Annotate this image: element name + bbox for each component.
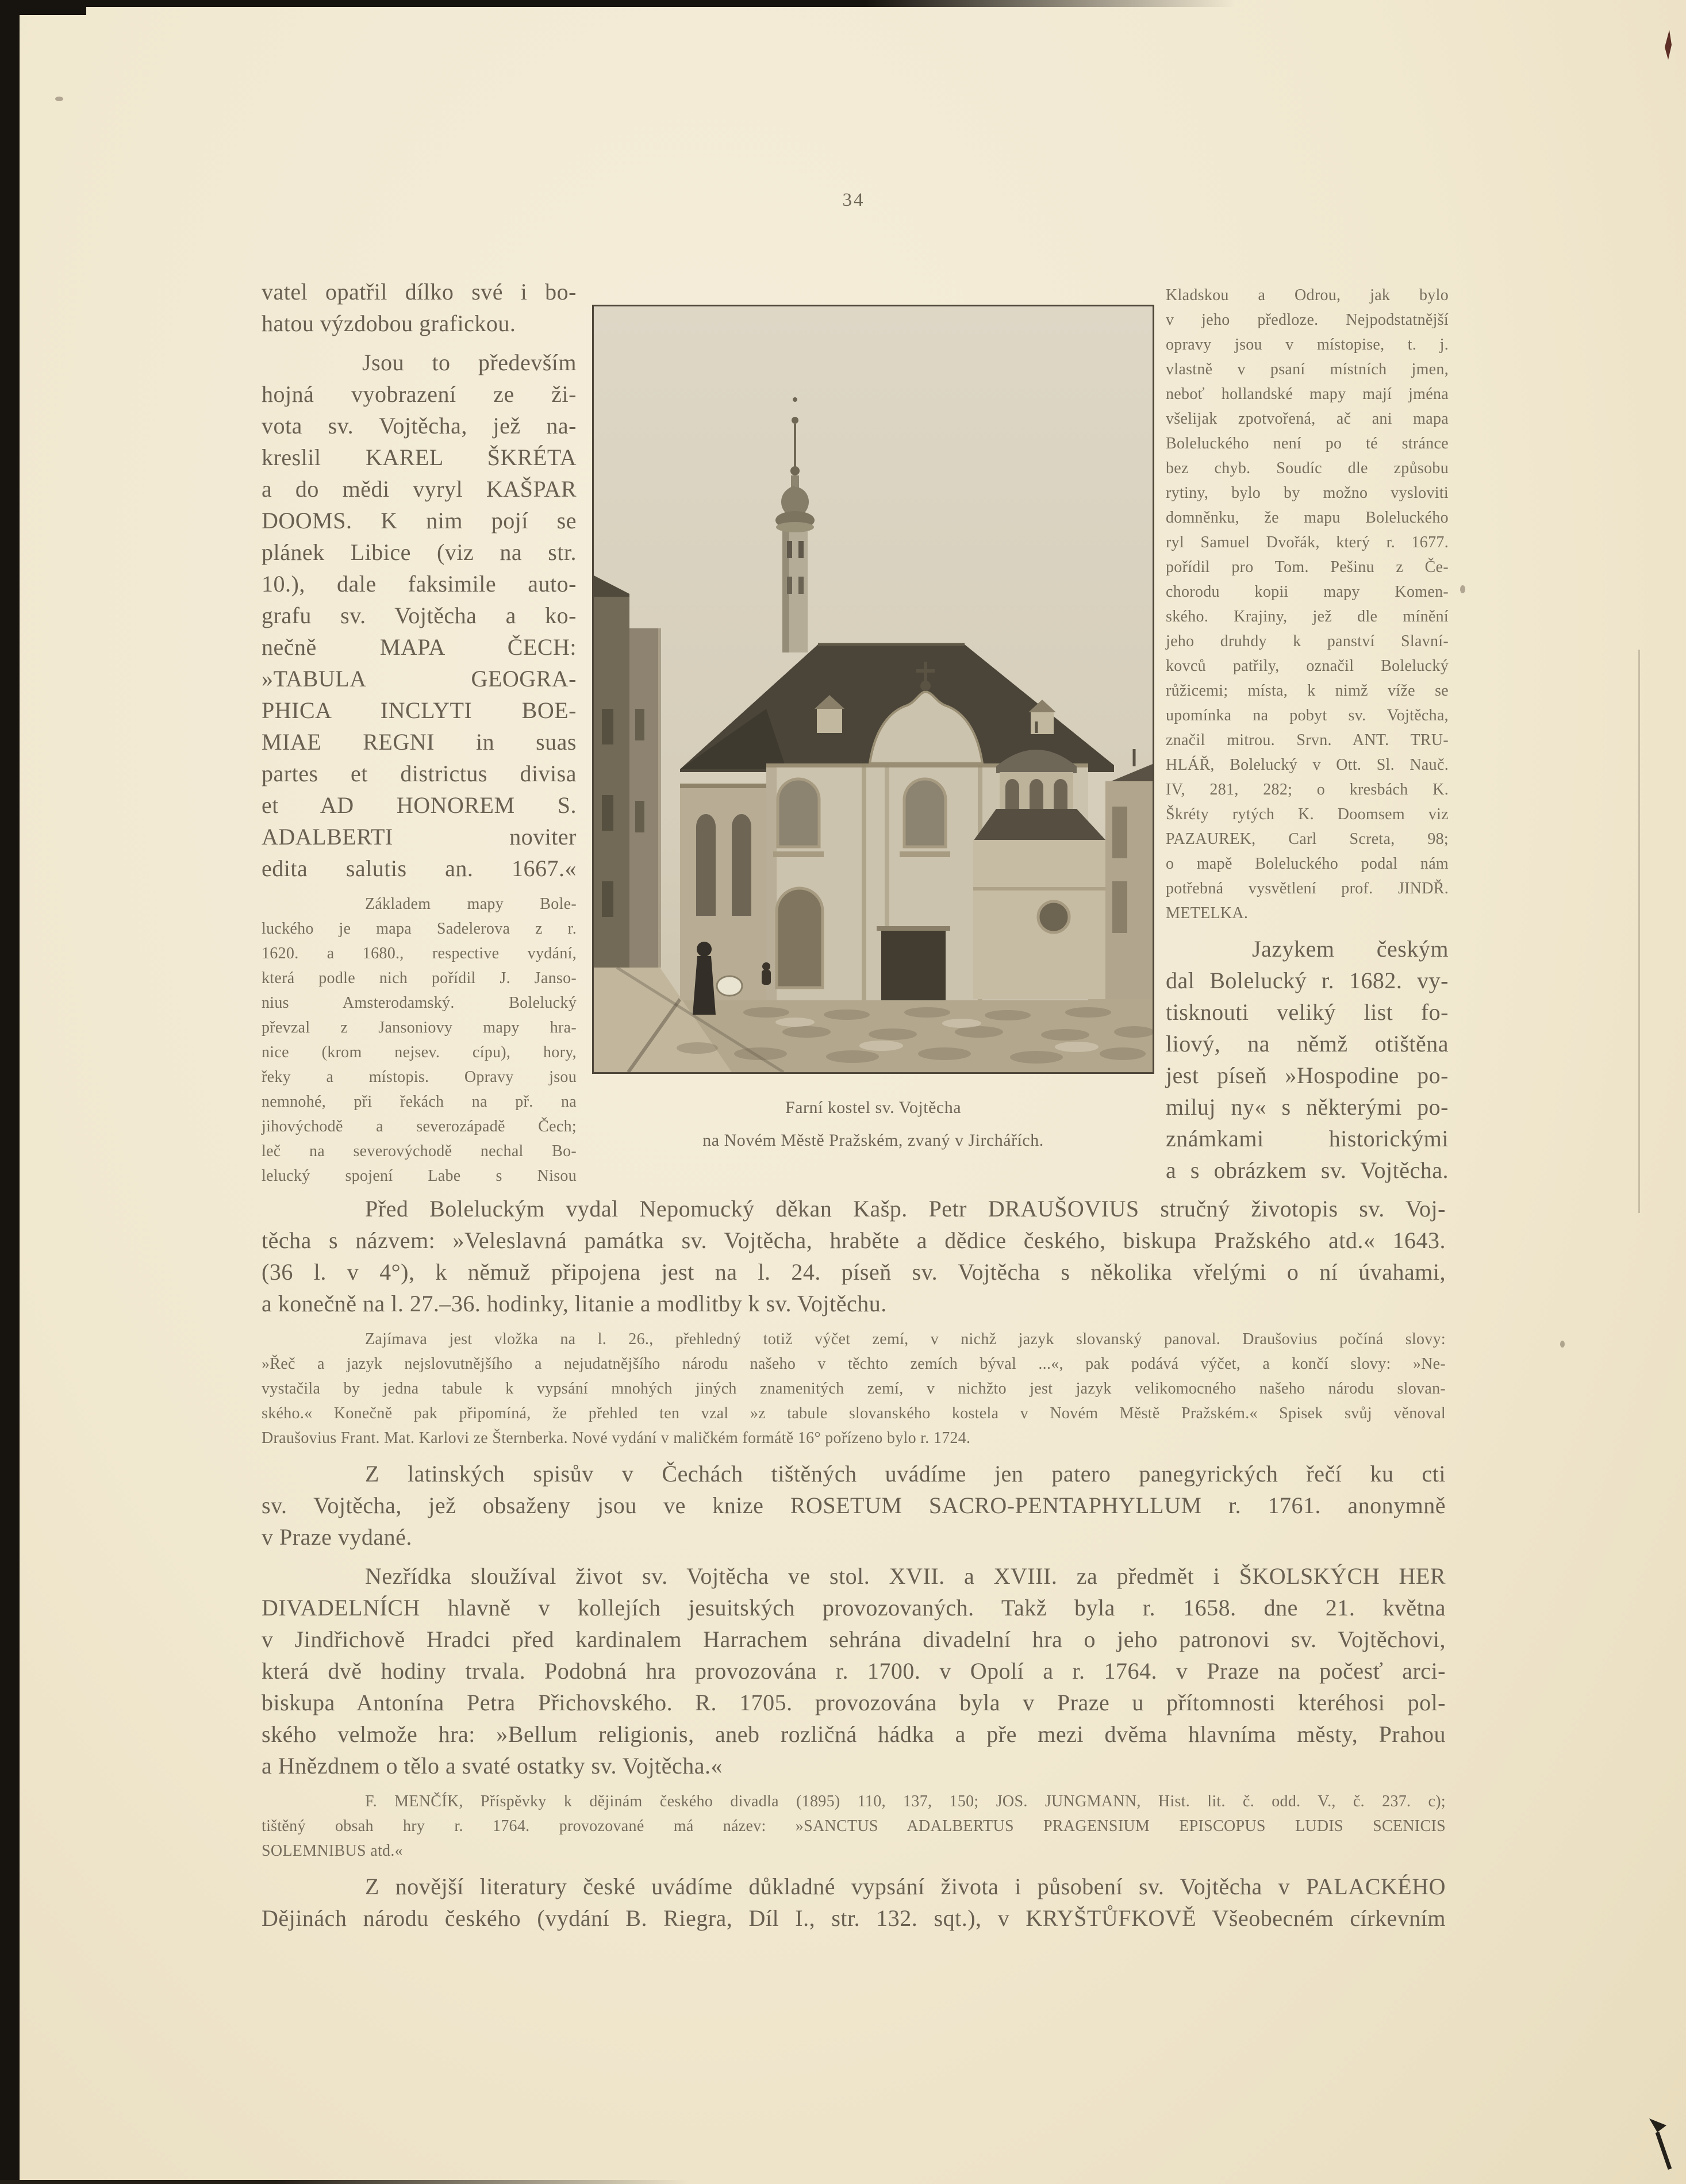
text-line: jest píseň »Hospodine po- — [1166, 1062, 1449, 1088]
text-line: Nezřídka sloužíval život sv. Vojtěcha ve stol. XVII. a XVIII. za předmět i ŠKOLSKÝCH HER — [365, 1563, 1446, 1589]
text-line: Jazykem českým — [1252, 936, 1449, 962]
text-line: ADALBERTI noviter — [262, 824, 577, 850]
text-line: nemnohé, při řekách na př. na — [262, 1093, 577, 1111]
text-line: partes et districtus divisa — [262, 761, 577, 786]
text-line: opravy jsou v místopise, t. j. — [1166, 336, 1449, 354]
text-line: domněnku, že mapu Boleluckého — [1166, 509, 1449, 527]
text-line: PHICA INCLYTI BOE- — [262, 697, 577, 723]
text-line: vystačila by jedna tabule k vypsání mnohých jiných znamenitých zemí, v nichžto jest jazyk velikomocného našeho národu slovan- — [262, 1380, 1446, 1398]
text-line: nius Amsterodamský. Bolelucký — [262, 994, 577, 1012]
text-line: liový, na němž otištěna — [1166, 1031, 1449, 1057]
text-line: 1620. a 1680., respective vydání, — [262, 945, 577, 962]
text-line: ryl Samuel Dvořák, který r. 1677. — [1166, 533, 1449, 551]
paragraph — [262, 347, 577, 884]
bottom-text-section — [262, 1193, 1446, 1934]
text-line: a do mědi vyryl KAŠPAR — [262, 476, 577, 502]
ink-speck — [55, 97, 63, 101]
page-fold-line — [1638, 650, 1640, 1213]
text-line: PAZAUREK, Carl Screta, 98; — [1166, 830, 1449, 848]
text-line: kovců patřily, označil Bolelucký — [1166, 657, 1449, 675]
text-line: rytiny, bylo by možno vysloviti — [1166, 484, 1449, 502]
text-line: sv. Vojtěcha, jež obsaženy jsou ve knize ROSETUM SACRO-PENTAPHYLLUM r. 1761. anonymně — [262, 1492, 1446, 1518]
ink-speck — [1560, 1341, 1565, 1348]
photo-caption — [592, 1091, 1154, 1157]
text-line: DIVADELNÍCH hlavně v kollejích jesuitských provozovaných. Takž byla r. 1658. dne 21. května — [262, 1595, 1446, 1621]
text-line: nečně MAPA ČECH: — [262, 634, 577, 660]
photo-left-buildings — [594, 575, 661, 968]
text-line: bez chyb. Soudíc dle způsobu — [1166, 459, 1449, 477]
text-line: »TABULA GEOGRA- — [262, 666, 577, 692]
text-line: grafu sv. Vojtěcha a ko- — [262, 602, 577, 628]
text-line: pořídil pro Tom. Pešinu z Če- — [1166, 558, 1449, 576]
text-line: 10.), dale faksimile auto- — [262, 571, 577, 597]
paragraph — [262, 1560, 1446, 1782]
paragraph — [262, 1458, 1446, 1553]
text-line: Škréty rytých K. Doomsem viz — [1166, 805, 1449, 823]
text-line: vota sv. Vojtěcha, jež na- — [262, 413, 577, 439]
text-line: která podle nich pořídil J. Janso- — [262, 969, 577, 987]
text-line: jihovýchodě a severozápadě Čech; — [262, 1118, 577, 1135]
text-line: plánek Libice (viz na str. — [262, 539, 577, 565]
text-line: v Praze vydané. — [262, 1524, 412, 1550]
photo-presbytery — [680, 784, 766, 1000]
text-line: vlastně v psaní místních jmen, — [1166, 360, 1449, 378]
text-line: neboť hollandské mapy mají jména — [1166, 385, 1449, 403]
text-line: značil mitrou. Srvn. ANT. TRU- — [1166, 731, 1449, 749]
paragraph — [1166, 933, 1449, 1186]
text-line: Jsou to především — [362, 350, 577, 375]
paragraph — [262, 1871, 1446, 1934]
text-line: IV, 281, 282; o kresbách K. — [1166, 781, 1449, 799]
text-line: tisknouti veliký list fo- — [1166, 999, 1449, 1025]
text-line: Kladskou a Odrou, jak bylo — [1166, 286, 1449, 304]
photo-frame — [592, 305, 1154, 1074]
text-line: Z latinských spisův v Čechách tištěných uvádíme jen patero panegyrických řečí ku cti — [365, 1461, 1446, 1487]
text-line: ského.« Konečně pak připomíná, že přehled ten vzal »z tabule slovanského kostela v Novém Městě Pražském.« Spisek svůj věnoval — [262, 1404, 1446, 1422]
text-line: leč na severovýchodě nechal Bo- — [262, 1142, 577, 1160]
text-line: Základem mapy Bole- — [365, 895, 577, 913]
text-line: všelijak zpotvořená, ač ani mapa — [1166, 410, 1449, 428]
text-line: jeho druhdy k panství Slavní- — [1166, 632, 1449, 650]
text-line: METELKA. — [1166, 904, 1249, 922]
text-line: MIAE REGNI in suas — [262, 729, 577, 755]
photo-caption-line1: Farní kostel sv. Vojtěcha — [785, 1098, 962, 1117]
paragraph — [262, 892, 577, 1188]
text-line: ského. Krajiny, jež dle mínění — [1166, 608, 1449, 625]
text-line: upomínka na pobyt sv. Vojtěcha, — [1166, 707, 1449, 724]
text-line: převzal z Jansoniovy mapy hra- — [262, 1019, 577, 1037]
text-line: růžicemi; místa, k nimž víže se — [1166, 682, 1449, 700]
text-line: Zajímava jest vložka na l. 26., přehledný totiž výčet zemí, v nichž jazyk slovanský panoval. Draušovius počíná slovy: — [365, 1330, 1446, 1348]
ink-mark-bottom-right — [1641, 2113, 1681, 2173]
scan-edge-bottom — [0, 2180, 690, 2184]
left-column — [262, 276, 577, 1188]
paragraph — [1166, 283, 1449, 926]
scan-edge-corner — [0, 0, 86, 15]
text-line: miluj ny« s některými po- — [1166, 1094, 1449, 1120]
photo-right-building — [1105, 749, 1153, 999]
text-line: HLÁŘ, Bolelucký v Ott. Sl. Nauč. — [1166, 756, 1449, 774]
text-line: F. MENČÍK, Příspěvky k dějinám českého divadla (1895) 110, 137, 150; JOS. JUNGMANN, Hist. lit. č. odd. V., č. 237. c); — [365, 1793, 1446, 1810]
text-line: hojná vyobrazení ze ži- — [262, 381, 577, 407]
text-line: v jeho předloze. Nejpodstatnější — [1166, 311, 1449, 329]
text-line: v Jindřichově Hradci před kardinalem Harrachem sehrána divadelní hra o jeho patronovi sv. Vojtěchovi, — [262, 1626, 1446, 1652]
text-line: hatou výzdobou grafickou. — [262, 310, 516, 336]
text-line: potřebná vysvětlení prof. JINDŘ. — [1166, 880, 1449, 897]
text-line: nice (krom nejsev. cípu), hory, — [262, 1043, 577, 1061]
text-line: která dvě hodiny trvala. Podobná hra provozována r. 1700. v Opolí a r. 1764. v Praze na počesť arci- — [262, 1658, 1446, 1684]
text-line: těcha s názvem: »Veleslavná památka sv. Vojtěcha, hraběte a dědice českého, biskupa Pražského atd.« 1643. — [262, 1227, 1446, 1253]
paragraph — [262, 1193, 1446, 1319]
paragraph — [262, 1327, 1446, 1450]
paragraph — [262, 276, 577, 339]
text-line: Boleluckého není po té stránce — [1166, 435, 1449, 452]
right-column — [1166, 283, 1449, 1186]
ink-speck — [1460, 585, 1465, 593]
text-line: a konečně na l. 27.–36. hodinky, litanie a modlitby k sv. Vojtěchu. — [262, 1291, 887, 1316]
text-line: ského velmože hra: »Bellum religionis, aneb rozličná hádka a pře mezi dvěma hlavníma městy, Prahou — [262, 1721, 1446, 1747]
text-line: Draušovius Frant. Mat. Karlovi ze Šternberka. Nové vydání v maličkém formátě 16° pořízeno bylo r. 1724. — [262, 1429, 971, 1447]
text-line: vatel opatřil dílko své i bo- — [262, 279, 577, 305]
text-line: luckého je mapa Sadelerova z r. — [262, 920, 577, 938]
text-line: Z novější literatury české uvádíme důkladné vypsání života i působení sv. Vojtěcha v PALACKÉHO — [365, 1874, 1446, 1899]
text-line: chorodu kopii mapy Komen- — [1166, 583, 1449, 601]
text-line: SOLEMNIBUS atd.« — [262, 1842, 403, 1860]
paragraph — [262, 1789, 1446, 1863]
text-line: (36 l. v 4°), k němuž připojena jest na l. 24. píseň sv. Vojtěcha s několika vřelými o ní úvahami, — [262, 1259, 1446, 1285]
scan-edge-top — [0, 0, 1236, 7]
text-line: biskupa Antonína Petra Přichovského. R. 1705. provozována byla v Praze u přítomnosti kteréhosi pol- — [262, 1690, 1446, 1715]
text-line: a s obrázkem sv. Vojtěcha. — [1166, 1157, 1449, 1183]
text-line: edita salutis an. 1667.« — [262, 855, 577, 881]
page-number: 34 — [842, 190, 865, 210]
text-line: o mapě Boleluckého podal nám — [1166, 855, 1449, 873]
text-line: Dějinách národu českého (vydání B. Riegra, Díl I., str. 132. sqt.), v KRYŠTŮFKOVĚ Všeobecném církevním — [262, 1905, 1446, 1931]
text-line: a Hnězdnem o tělo a svaté ostatky sv. Vojtěcha.« — [262, 1753, 723, 1779]
scan-edge-left — [0, 0, 20, 2184]
ink-mark-top-right — [1659, 28, 1674, 62]
text-line: »Řeč a jazyk nejslovutnějšího a nejudatnějšího národu našeho v těchto zemích býval ...«, pak podává výčet, a končí slovy: »Ne- — [262, 1355, 1446, 1373]
text-line: et AD HONOREM S. — [262, 792, 577, 818]
text-line: známkami historickými — [1166, 1126, 1449, 1152]
text-line: lelucký spojení Labe s Nisou — [262, 1167, 577, 1185]
photo-caption-line2: na Novém Městě Pražském, zvaný v Jirchářích. — [702, 1131, 1044, 1150]
text-line: DOOMS. K nim pojí se — [262, 508, 577, 533]
text-line: kreslil KAREL ŠKRÉTA — [262, 444, 577, 470]
text-line: dal Bolelucký r. 1682. vy- — [1166, 968, 1449, 993]
text-line: Před Boleluckým vydal Nepomucký děkan Kašp. Petr DRAUŠOVIUS stručný životopis sv. Voj- — [365, 1196, 1446, 1222]
text-line: řeky a místopis. Opravy jsou — [262, 1068, 577, 1086]
text-line: tištěný obsah hry r. 1764. provozované má název: »SANCTUS ADALBERTUS PRAGENSIUM EPISCOPUS LUDIS SCENICIS — [262, 1817, 1446, 1835]
church-photo-illustration — [594, 306, 1153, 1072]
